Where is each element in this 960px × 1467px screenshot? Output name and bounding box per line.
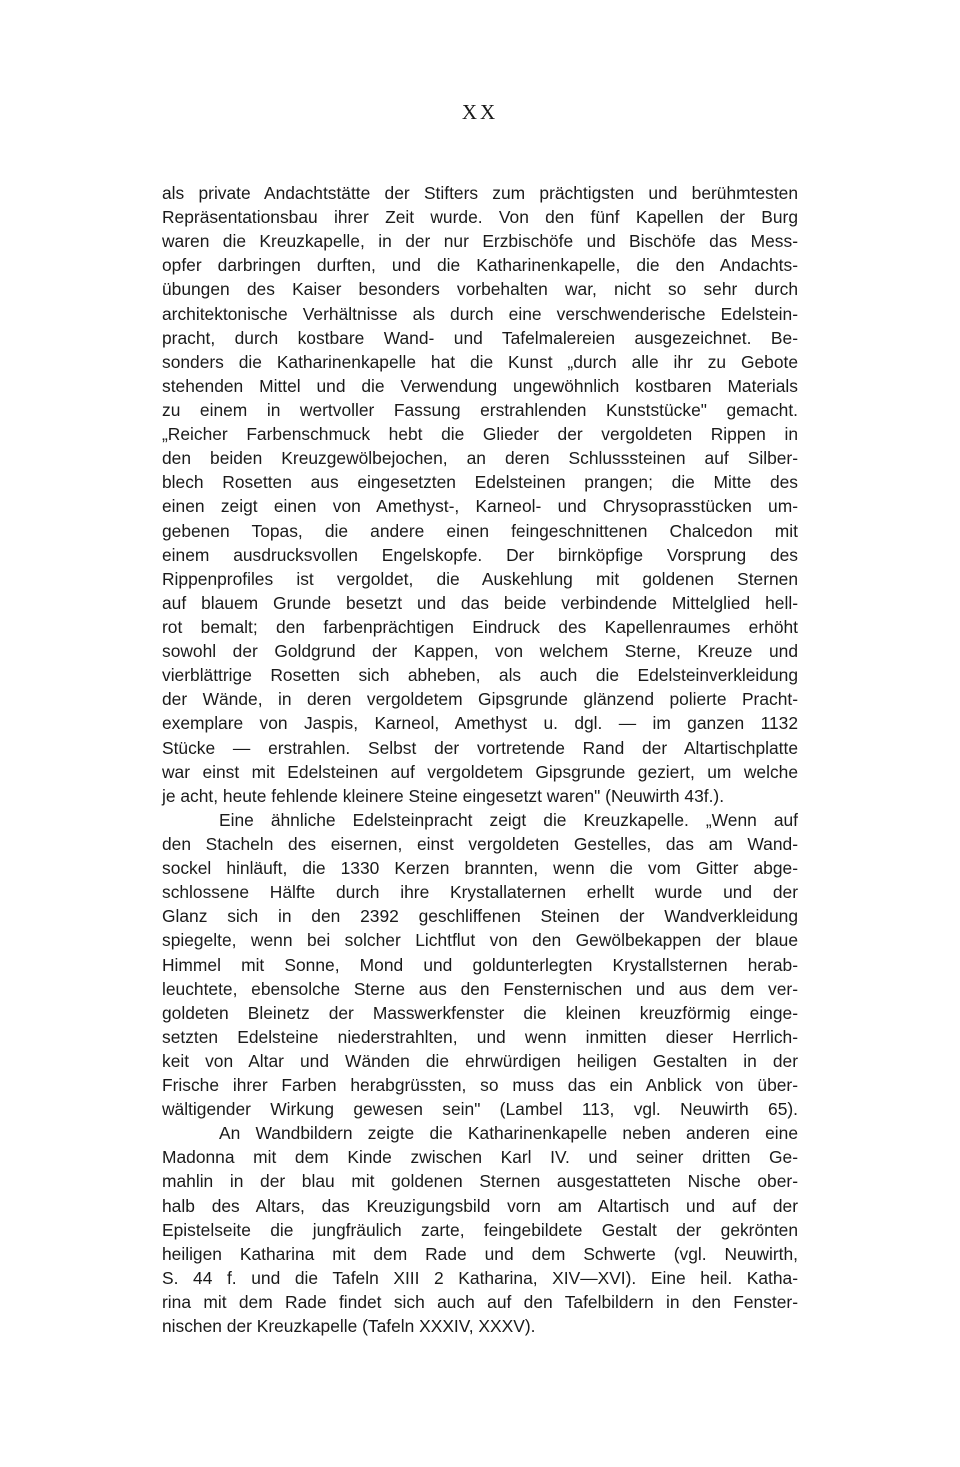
text-line: Stücke — erstrahlen. Selbst der vortretende Rand der Altartischplatte [162,737,798,758]
text-line: „Reicher Farbenschmuck hebt die Glieder der vergoldeten Rippen in [162,424,798,445]
page-number: XX [461,100,499,124]
text-line: zu einem in wertvoller Fassung erstrahlenden Kunststücke" gemacht. [162,399,798,420]
text-line: vierblättrige Rosetten sich abheben, als auch die Edelsteinverkleidung [162,665,798,686]
text-line: setzten Edelsteine niederstrahlten, und wenn inmitten dieser Herrlich- [162,1026,798,1047]
text-line: heiligen Katharina mit dem Rade und dem Schwerte (vgl. Neuwirth, [162,1243,798,1264]
text-line: den Stacheln des eisernen, einst vergoldeten Gestelles, das am Wand- [162,833,798,854]
text-line: gebenen Topas, die andere einen feingeschnittenen Chalcedon mit [162,520,798,541]
text-line: blech Rosetten aus eingesetzten Edelsteinen prangen; die Mitte des [162,472,798,493]
text-line: sockel hinläuft, die 1330 Kerzen brannten, wenn die vom Gitter abge- [162,858,798,879]
text-line: auf blauem Grunde besetzt und das beide verbindende Mittelglied hell- [162,592,798,613]
paragraph [162,181,798,808]
text-line: der Wände, in deren vergoldetem Gipsgrunde glänzend polierte Pracht- [162,689,798,710]
text-line: spiegelte, wenn bei solcher Lichtflut von den Gewölbekappen der blaue [162,930,798,951]
text-line: mahlin in der blau mit goldenen Sternen ausgestatteten Nische ober- [162,1171,798,1192]
text-line: übungen des Kaiser besonders vorbehalten war, nicht so sehr durch [162,279,798,300]
text-line: waren die Kreuzkapelle, in der nur Erzbischöfe und Bischöfe das Mess- [162,231,798,252]
text-line: opfer darbringen durften, und die Katharinenkapelle, die den Andachts- [162,255,798,276]
text-line: Repräsentationsbau ihrer Zeit wurde. Von den fünf Kapellen der Burg [162,207,798,228]
text-line: exemplare von Jaspis, Karneol, Amethyst u. dgl. — im ganzen 1132 [162,713,798,734]
text-line: rina mit dem Rade findet sich auch auf den Tafelbildern in den Fenster- [162,1292,798,1313]
paragraph [162,1121,798,1338]
text-line: Madonna mit dem Kinde zwischen Karl IV. und seiner dritten Ge- [162,1147,798,1168]
text-line: sowohl der Goldgrund der Kappen, von welchem Sterne, Kreuze und [162,641,798,662]
text-line: je acht, heute fehlende kleinere Steine eingesetzt waren" (Neuwirth 43f.). [162,785,725,806]
text-line: als private Andachtstätte der Stifters zum prächtigsten und berühmtesten [162,183,798,203]
text-line: wältigender Wirkung gewesen sein" (Lambel 113, vgl. Neuwirth 65). [162,1099,798,1120]
text-line: rot bemalt; den farbenprächtigen Eindruck des Kapellenraumes erhöht [162,616,798,637]
text-line: schlossene Hälfte durch ihre Krystallaternen erhellt wurde und der [162,882,798,903]
text-line: S. 44 f. und die Tafeln XIII 2 Katharina, XIV—XVI). Eine heil. Katha- [162,1267,798,1288]
text-line: goldeten Bleinetz der Masswerkfenster die kleinen kreuzförmig einge- [162,1002,798,1023]
text-line: Glanz sich in den 2392 geschliffenen Steinen der Wandverkleidung [162,906,798,927]
text-line: war einst mit Edelsteinen auf vergoldetem Gipsgrunde geziert, um welche [162,761,798,782]
text-line: An Wandbildern zeigte die Katharinenkapelle neben anderen eine [219,1123,798,1144]
text-line: Frische ihrer Farben herabgrüssten, so muss das ein Anblick von über- [162,1075,798,1096]
text-line: stehenden Mittel und die Verwendung ungewöhnlich kostbaren Materials [162,375,798,396]
text-line: pracht, durch kostbare Wand- und Tafelmalereien ausgezeichnet. Be- [162,327,798,348]
text-line: einem ausdrucksvollen Engelskopfe. Der birnköpfige Vorsprung des [162,544,798,565]
text-line: Eine ähnliche Edelsteinpracht zeigt die Kreuzkapelle. „Wenn auf [219,809,798,830]
text-line: Rippenprofiles ist vergoldet, die Auskehlung mit goldenen Sternen [162,568,798,589]
text-line: sonders die Katharinenkapelle hat die Kunst „durch alle ihr zu Gebote [162,351,798,372]
text-line: Epistelseite die jungfräulich zarte, feingebildete Gestalt der gekrönten [162,1219,798,1240]
text-line: leuchtete, ebensolche Sterne aus den Fensternischen und aus dem ver- [162,978,798,999]
text-line: halb des Altars, das Kreuzigungsbild vorn am Altartisch und auf der [162,1195,798,1216]
paragraph [162,808,798,1121]
text-line: Himmel mit Sonne, Mond und goldunterlegten Krystallsternen herab- [162,954,798,975]
text-line: nischen der Kreuzkapelle (Tafeln XXXIV, XXXV). [162,1316,536,1337]
body-text [162,181,798,1338]
text-line: keit von Altar und Wänden die ehrwürdigen heiligen Gestalten in der [162,1050,798,1071]
text-line: den beiden Kreuzgewölbejochen, an deren Schlusssteinen auf Silber- [162,448,798,469]
text-line: architektonische Verhältnisse als durch eine verschwenderische Edelstein- [162,303,798,324]
text-line: einen zeigt einen von Amethyst-, Karneol- und Chrysoprasstücken um- [162,496,798,517]
